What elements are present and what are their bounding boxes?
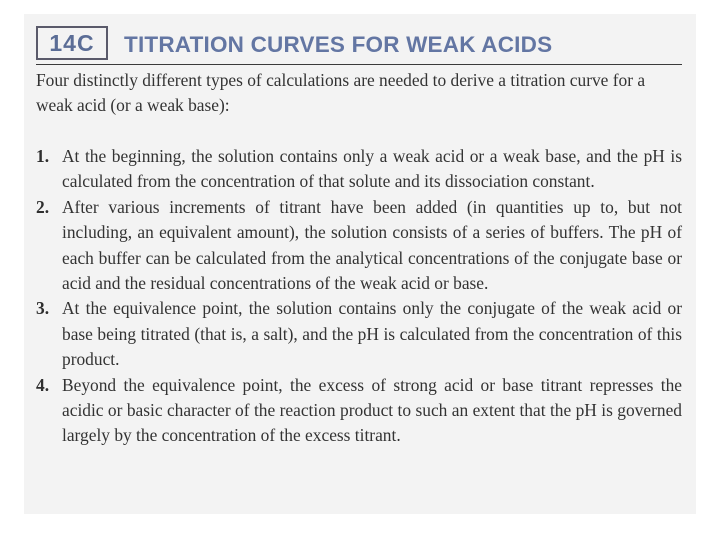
document-page [24, 14, 696, 514]
list-item [36, 296, 682, 372]
section-number: 14C [36, 26, 108, 60]
list-item [36, 373, 682, 449]
list-item [36, 195, 682, 297]
list-item [36, 144, 682, 195]
section-header [36, 24, 682, 65]
list-item-text: After various increments of titrant have been added (in quantities up to, but not including, an equivalent amount), the solution consists of a series of buffers. The pH of each buffer can be calculated from the analytical concentrations of the conjugate base or acid and the residual concentrations of the weak acid or base. [62, 196, 682, 294]
list-item-number: 2. [36, 196, 50, 217]
section-title: TITRATION CURVES FOR WEAK ACIDS [124, 32, 553, 57]
list-item-number: 3. [36, 298, 50, 319]
calculation-steps-list [36, 144, 682, 449]
list-item-number: 1. [36, 146, 50, 166]
intro-paragraph: Four distinctly different types of calculations are needed to derive a titration curve for a weak acid (or a weak base): [36, 70, 646, 116]
list-item-text: At the equivalence point, the solution contains only the conjugate of the weak acid or base being titrated (that is, a salt), and the pH is calculated from the concentration of this product. [62, 298, 682, 370]
list-item-text: Beyond the equivalence point, the excess of strong acid or base titrant represses the acidic or basic character of the reaction product to such an extent that the pH is governed largely by the concentration of the excess titrant. [62, 374, 682, 446]
list-item-text: At the beginning, the solution contains only a weak acid or a weak base, and the pH is calculated from the concentration of that solute and its dissociation constant. [62, 146, 682, 192]
list-item-number: 4. [36, 374, 50, 395]
